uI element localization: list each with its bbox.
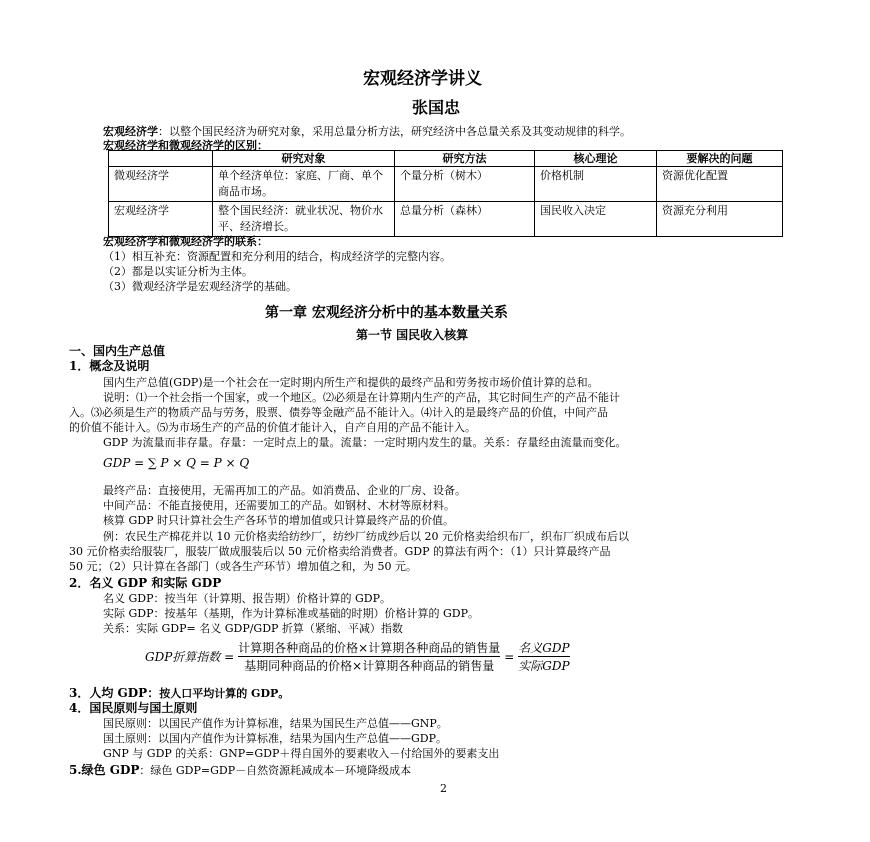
paragraph-line: 入。⑶必须是生产的物质产品与劳务，股票、债券等金融产品不能计入。⑷计入的是最终产品的价值，中间产品 [69, 406, 608, 419]
table-header-cell: 研究对象 [213, 151, 395, 167]
paragraph-line: 中间产品：不能直接使用，还需要加工的产品。如钢材、木材等原材料。 [103, 499, 455, 512]
formula-numerator: 计算期各种商品的价格×计算期各种商品的销售量 [238, 641, 501, 655]
difference-heading: 宏观经济学和微观经济学的区别： [103, 139, 268, 152]
subsection-heading: 3．人均 GDP： [69, 686, 160, 700]
formula-left-side: GDP折算指数 = [145, 650, 235, 664]
formula-denominator: 基期同种商品的价格×计算期各种商品的销售量 [244, 659, 495, 673]
formula-denominator: 实际GDP [518, 659, 570, 673]
chapter-title: 第一章 宏观经济分析中的基本数量关系 [265, 305, 508, 321]
formula-fraction [518, 639, 569, 674]
subsection-heading: 4．国民原则与国土原则 [69, 701, 198, 715]
relation-item: （3）微观经济学是宏观经济学的基础。 [103, 280, 297, 293]
section-title: 第一节 国民收入核算 [356, 328, 469, 342]
paragraph-line: 50 元；（2）只计算在各部门（或各生产环节）增加值之和，为 50 元。 [69, 560, 417, 573]
paragraph-line: GDP 为流量而非存量。存量：一定时点上的量。流量：一定时期内发生的量。关系：存量经由流量而变化。 [103, 436, 627, 449]
definition-text: ：以整个国民经济为研究对象，采用总量分析方法，研究经济中各总量关系及其变动规律的科学。 [158, 125, 631, 138]
document-title: 宏观经济学讲义 [363, 69, 482, 89]
green-gdp-text: ：绿色 GDP=GDP－自然资源耗减成本－环境降级成本 [139, 764, 412, 777]
paragraph-line: 30 元价格卖给服装厂，服装厂做成服装后以 50 元价格卖给消费者。GDP 的算法有两个：（1）只计算最终产品 [69, 545, 611, 558]
paragraph-line: 最终产品：直接使用，无需再加工的产品。如消费品、企业的厂房、设备。 [103, 484, 466, 497]
author-name: 张国忠 [412, 98, 461, 117]
table-row [109, 202, 783, 237]
per-capita-text: 按人口平均计算的 GDP。 [159, 687, 290, 700]
paragraph-line: 核算 GDP 时只计算社会生产各环节的增加值或只计算最终产品的价值。 [103, 514, 454, 527]
subsection-heading: 1．概念及说明 [69, 359, 150, 373]
paragraph-line: 例：农民生产棉花并以 10 元价格卖给纺纱厂，纺纱厂纺成纱后以 20 元价格卖给织布厂，织布厂织成布后以 [103, 530, 629, 543]
table-cell: 宏观经济学 [109, 202, 213, 237]
table-header-cell: 要解决的问题 [657, 151, 783, 167]
table-cell: 价格机制 [535, 167, 657, 202]
relation-heading: 宏观经济学和微观经济学的联系： [103, 235, 268, 248]
green-gdp-line [69, 761, 411, 778]
table-cell: 总量分析（森林） [395, 202, 535, 237]
paragraph-line: 国土原则：以国内产值作为计算标准，结果为国内生产总值——GDP。 [103, 732, 448, 745]
table-cell: 国民收入决定 [535, 202, 657, 237]
part-heading: 一、国内生产总值 [69, 344, 166, 358]
paragraph-line: 名义 GDP：按当年（计算期、报告期）价格计算的 GDP。 [103, 592, 392, 605]
formula-numerator: 名义GDP [518, 641, 570, 655]
subsection-heading: 2．名义 GDP 和实际 GDP [69, 576, 222, 590]
paragraph-line: 说明：⑴一个社会指一个国家，或一个地区。⑵必须是在计算期内生产的产品，其它时间生产的产品不能计 [103, 391, 620, 404]
paragraph-line: 关系：实际 GDP= 名义 GDP/GDP 折算（紧缩、平减）指数 [103, 622, 403, 635]
formula-equals: = [504, 649, 515, 664]
paragraph-line: 国内生产总值(GDP)是一个社会在一定时期内所生产和提供的最终产品和劳务按市场价值计算的总和。 [103, 376, 599, 389]
definition-term: 宏观经济学 [103, 125, 158, 138]
relation-item: （2）都是以实证分析为主体。 [103, 265, 253, 278]
relation-item: （1）相互补充：资源配置和充分利用的结合，构成经济学的完整内容。 [103, 250, 451, 263]
table-cell: 资源优化配置 [657, 167, 783, 202]
deflator-formula [145, 639, 574, 674]
comparison-table [108, 150, 783, 237]
table-cell: 单个经济单位：家庭、厂商、单个商品市场。 [213, 167, 395, 202]
table-cell: 整个国民经济：就业状况、物价水平、经济增长。 [213, 202, 395, 237]
page-number: 2 [440, 782, 447, 795]
paragraph-line: 的价值不能计入。⑸为市场生产的产品的价值才能计入，自产自用的产品不能计入。 [69, 421, 476, 434]
paragraph-line: 国民原则：以国民产值作为计算标准，结果为国民生产总值——GNP。 [103, 717, 448, 730]
table-cell: 资源充分利用 [657, 202, 783, 237]
table-header-cell [109, 151, 213, 167]
table-cell: 个量分析（树木） [395, 167, 535, 202]
paragraph-line: 实际 GDP：按基年（基期，作为计算标准或基础的时期）价格计算的 GDP。 [103, 607, 480, 620]
table-cell: 微观经济学 [109, 167, 213, 202]
subsection-heading: 5.绿色 GDP [69, 763, 140, 777]
table-header-cell: 核心理论 [535, 151, 657, 167]
gdp-formula: GDP = ∑ P × Q = P × Q [103, 456, 250, 470]
table-row [109, 167, 783, 202]
table-header-cell: 研究方法 [395, 151, 535, 167]
paragraph-line: GNP 与 GDP 的关系：GNP=GDP＋得自国外的要素收入－付给国外的要素支出 [103, 747, 500, 760]
table-header-row [109, 151, 783, 167]
formula-fraction [238, 639, 500, 674]
